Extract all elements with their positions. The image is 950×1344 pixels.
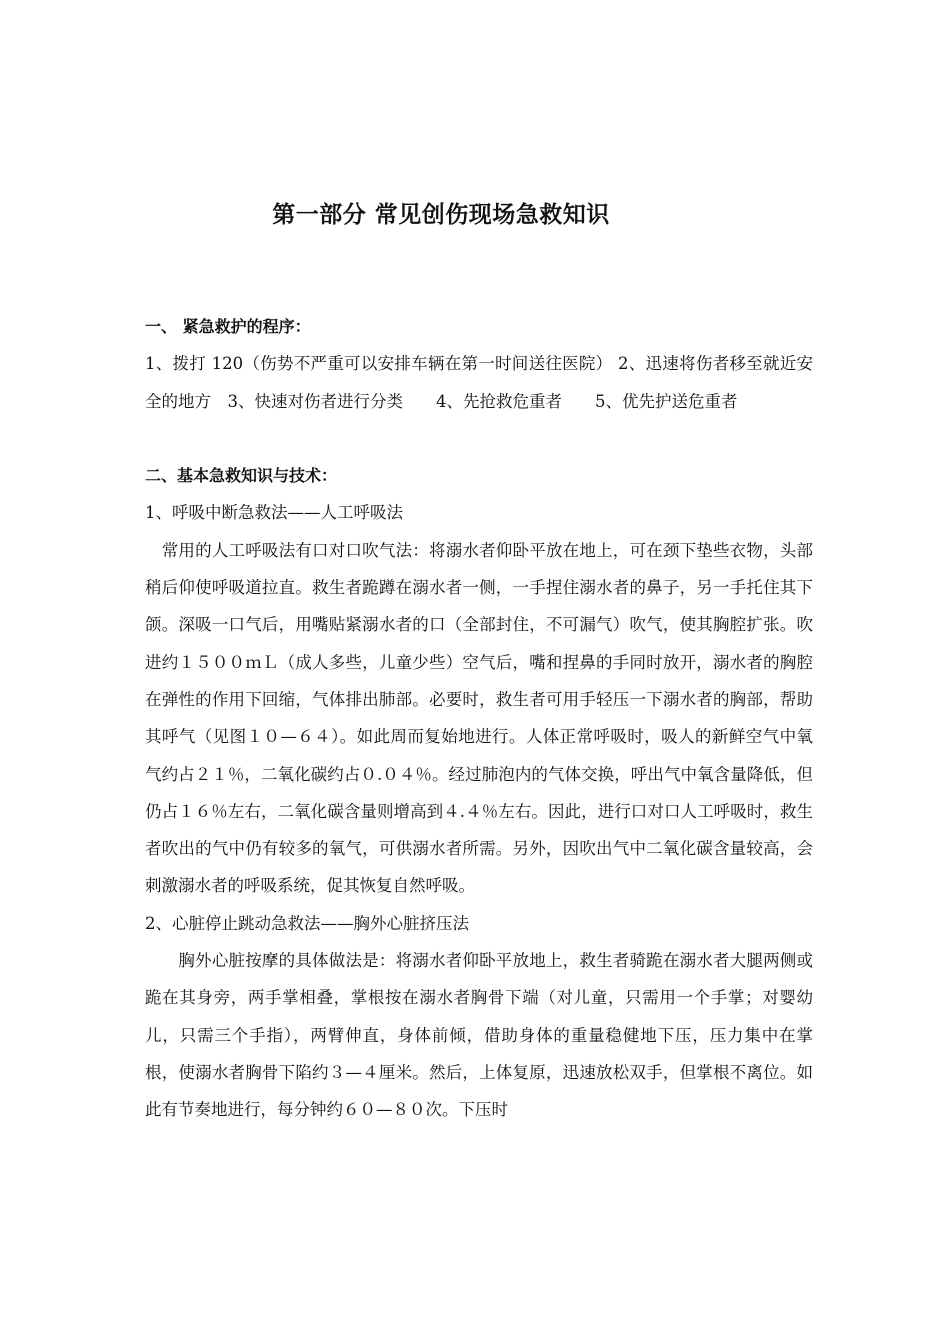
section1-paragraph: 1、拨打 120（伤势不严重可以安排车辆在第一时间送往医院） 2、迅速将伤者移至就近安全的地方 3、快速对伤者进行分类 4、先抢救危重者 5、优先护送危重者	[145, 354, 813, 411]
item2-body: 胸外心脏按摩的具体做法是：将溺水者仰卧平放地上，救生者骑跪在溺水者大腿两侧或跪在其身旁，两手掌相叠，掌根按在溺水者胸骨下端（对儿童，只需用一个手掌；对婴幼儿，只需三个手指），两臂伸直，身体前倾，借助身体的重量稳健地下压，压力集中在掌根，使溺水者胸骨下陷约３—４厘米。然后，上体复原，迅速放松双手，但掌根不离位。如此有节奏地进行，每分钟约６０—８０次。下压时	[145, 951, 813, 1120]
section2-heading: 二、基本急救知识与技术：	[145, 466, 338, 486]
page-title: 第一部分 常见创伤现场急救知识	[272, 202, 610, 228]
item1-title: 1、呼吸中断急救法——人工呼吸法	[145, 503, 403, 523]
spacer	[145, 420, 813, 457]
document-body	[145, 308, 813, 1129]
section1-heading: 一、 紧急救护的程序：	[145, 317, 311, 336]
item2-title: 2、心脏停止跳动急救法——胸外心脏挤压法	[145, 913, 469, 933]
item1-body: 常用的人工呼吸法有口对口吹气法：将溺水者仰卧平放在地上，可在颈下垫些衣物，头部稍后仰使呼吸道拉直。救生者跪蹲在溺水者一侧，一手捏住溺水者的鼻子，另一手托住其下颌。深吸一口气后，用嘴贴紧溺水者的口（全部封住，不可漏气）吹气，使其胸腔扩张。吹进约１５００ｍＬ（成人多些，儿童少些）空气后，嘴和捏鼻的手同时放开，溺水者的胸腔在弹性的作用下回缩，气体排出肺部。必要时，救生者可用手轻压一下溺水者的胸部，帮助其呼气（见图１０—６４）。如此周而复始地进行。人体正常呼吸时，吸人的新鲜空气中氧气约占２１％，二氧化碳约占０.０４％。经过肺泡内的气体交换，呼出气中氧含量降低，但仍占１６％左右，二氧化碳含量则增高到４.４％左右。因此，进行口对口人工呼吸时，救生者吹出的气中仍有较多的氧气，可供溺水者所需。另外，因吹出气中二氧化碳含量较高，会刺激溺水者的呼吸系统，促其恢复自然呼吸。	[145, 540, 813, 896]
